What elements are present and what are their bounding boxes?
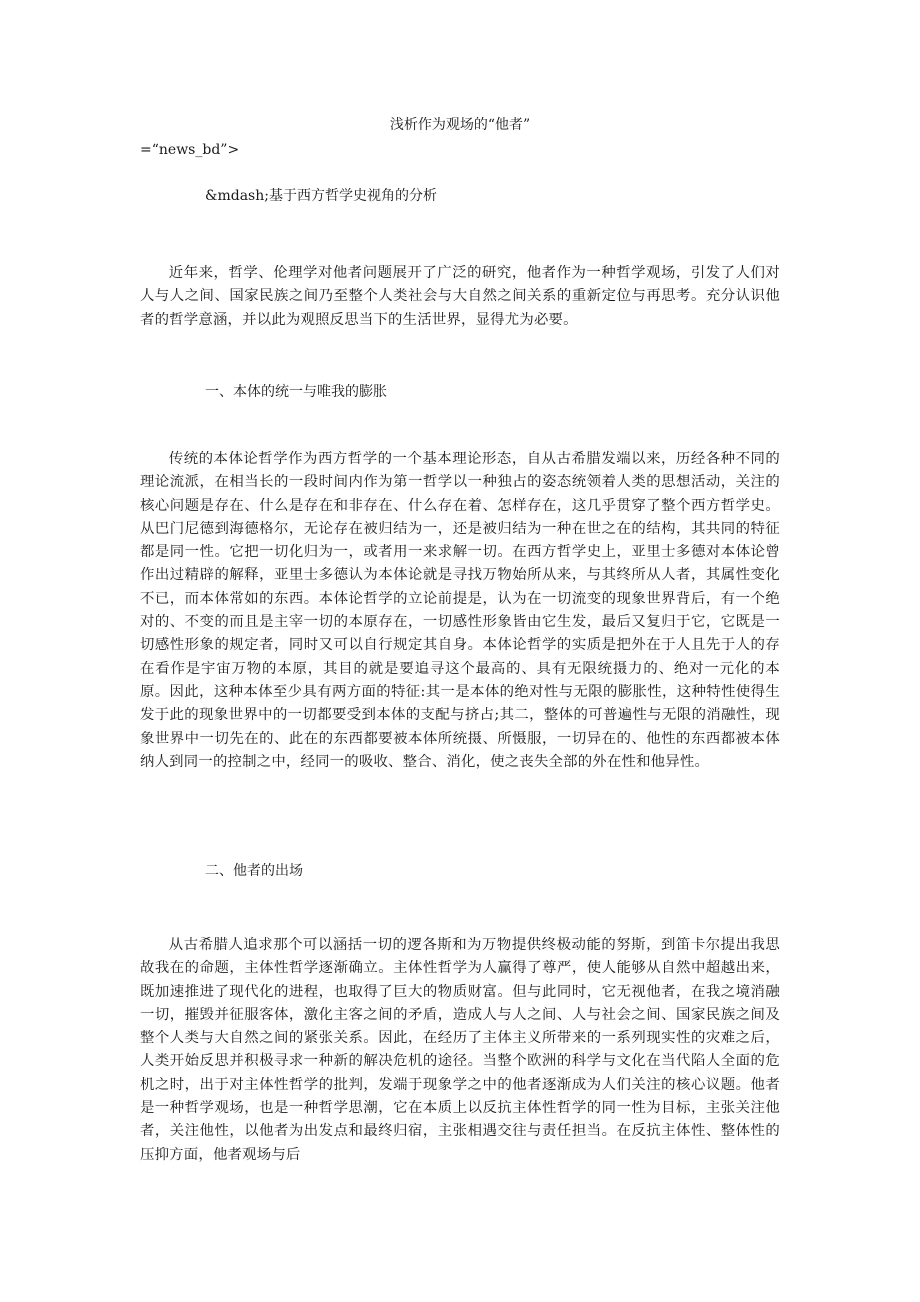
- document-title: 浅析作为观场的“他者”: [389, 117, 531, 133]
- section-2-paragraph: 从古希腊人追求那个可以涵括一切的逻各斯和为万物提供终极动能的努斯，到笛卡尔提出我思故我在的命题，主体性哲学逐渐确立。主体性哲学为人赢得了尊严，使人能够从自然中超越出来，既加速推进了现代化的进程，也取得了巨大的物质财富。但与此同时，它无视他者，在我之境消融一切，摧毁并征服客体，激化主客之间的矛盾，造成人与人之间、人与社会之间、国家民族之间及整个人类与大自然之间的紧张关系。因此，在经历了主体主义所带来的一系列现实性的灾难之后，人类开始反思并积极寻求一种新的解决危机的途径。当整个欧洲的科学与文化在当代陷人全面的危机之时，出于对主体性哲学的批判，发端于现象学之中的他者逐渐成为人们关注的核心议题。他者是一种哲学观场，也是一种哲学思潮，它在本质上以反抗主体性哲学的同一性为目标，主张关注他者，关注他性，以他者为出发点和最终归宿，主张相遇交往与责任担当。在反抗主体性、整体性的压抑方面，他者观场与后: [140, 937, 780, 1163]
- document-subtitle: &mdash;基于西方哲学史视角的分析: [205, 188, 437, 204]
- section-heading-1: 一、本体的统一与唯我的膨胀: [205, 384, 387, 400]
- section-1-paragraph: 传统的本体论哲学作为西方哲学的一个基本理论形态，自从古希腊发端以来，历经各种不同的理论流派，在相当长的一段时间内作为第一哲学以一种独占的姿态统领着人类的思想活动，关注的核心问题是存在、什么是存在和非存在、什么存在着、怎样存在，这几乎贯穿了整个西方哲学史。从巴门尼德到海德格尔，无论存在被归结为一，还是被归结为一种在世之在的结构，其共同的特征都是同一性。它把一切化归为一，或者用一来求解一切。在西方哲学史上，亚里士多德对本体论曾作出过精辟的解释，亚里士多德认为本体论就是寻找万物始所从来，与其终所从人者，其属性变化不已，而本体常如的东西。本体论哲学的立论前提是，认为在一切流变的现象世界背后，有一个绝对的、不变的而且是主宰一切的本原存在，一切感性形象皆由它生发，最后又复归于它，它既是一切感性形象的规定者，同时又可以自行规定其自身。本体论哲学的实质是把外在于人且先于人的存在看作是宇宙万物的本原，其目的就是要追寻这个最高的、具有无限统摄力的、绝对一元化的本原。因此，这种本体至少具有两方面的特征:其一是本体的绝对性与无限的膨胀性，这种特性使得生发于此的现象世界中的一切都要受到本体的支配与挤占;其二，整体的可普遍性与无限的消融性，现象世界中一切先在的、此在的东西都要被本体所统摄、所慑服，一切异在的、他性的东西都被本体纳人到同一的控制之中，经同一的吸收、整合、消化，使之丧失全部的外在性和他异性。: [140, 451, 780, 770]
- intro-paragraph: 近年来，哲学、伦理学对他者问题展开了广泛的研究，他者作为一种哲学观场，引发了人们对人与人之间、国家民族之间乃至整个人类社会与大自然之间关系的重新定位与再思考。充分认识他者的哲学意涵，并以此为观照反思当下的生活世界，显得尤为必要。: [140, 265, 780, 328]
- section-heading-2: 二、他者的出场: [205, 863, 303, 879]
- markup-fragment: =“news_bd”>: [140, 142, 240, 158]
